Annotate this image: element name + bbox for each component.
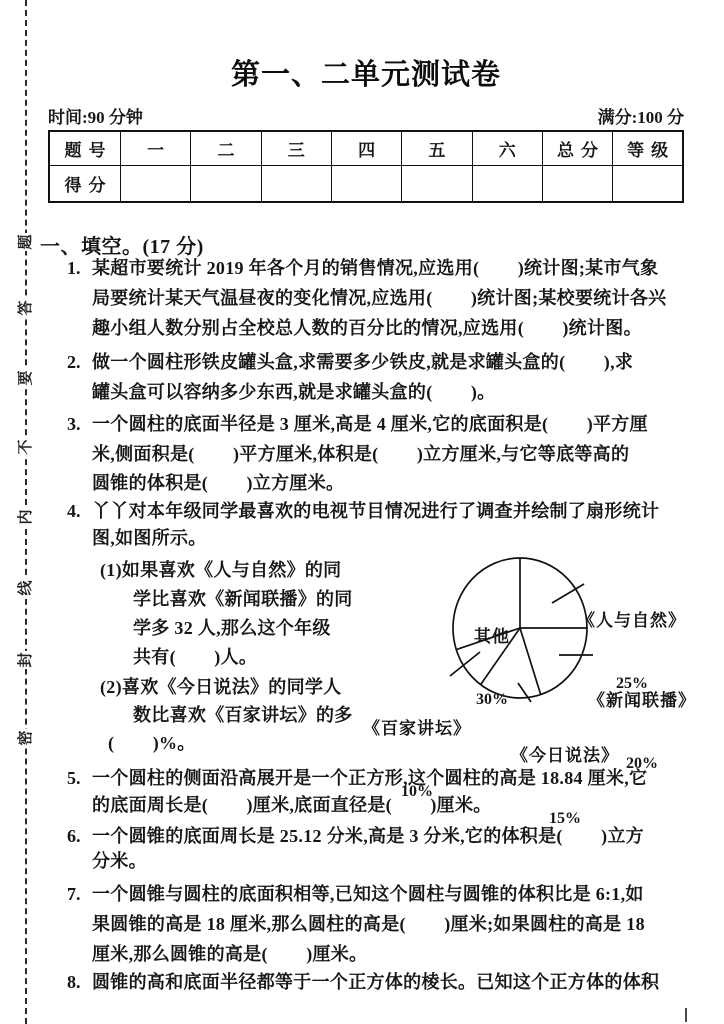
pie-label-xinwenlianbo-name: 《新闻联播》 bbox=[588, 691, 696, 710]
pie-label-renyuziran-pct: 25% bbox=[616, 675, 648, 692]
pie-label-baijiajiangtan bbox=[352, 676, 482, 844]
score-cell bbox=[613, 166, 683, 203]
col-grade: 等级 bbox=[613, 131, 683, 166]
q4-line: 丫丫对本年级同学最喜欢的电视节目情况进行了调查并绘制了扇形统计 bbox=[92, 501, 660, 521]
q1-line: 局要统计某天气温昼夜的变化情况,应选用( )统计图;某校要统计各兴 bbox=[92, 288, 667, 308]
q4-sub1-line: 学多 32 人,那么这个年级 bbox=[133, 618, 331, 638]
col-2: 二 bbox=[191, 131, 261, 166]
q1-line: 趣小组人数分别占全校总人数的百分比的情况,应选用( )统计图。 bbox=[92, 318, 642, 338]
pie-label-other-name: 其他 bbox=[474, 627, 510, 646]
q4-line: 图,如图所示。 bbox=[92, 528, 207, 548]
q4-sub2-line: ( )%。 bbox=[108, 733, 196, 753]
score-cell bbox=[542, 166, 612, 203]
col-1: 一 bbox=[121, 131, 191, 166]
score-table-header-row bbox=[49, 131, 683, 166]
col-6: 六 bbox=[472, 131, 542, 166]
q2-line: 做一个圆柱形铁皮罐头盒,求需要多少铁皮,就是求罐头盒的( ),求 bbox=[92, 352, 634, 372]
pie-label-renyuziran-name: 《人与自然》 bbox=[578, 611, 686, 630]
q4-sub1-line: 共有( )人。 bbox=[133, 647, 258, 667]
seal-char: 密 bbox=[18, 730, 34, 746]
q2-number: 2. bbox=[67, 352, 81, 372]
score-cell bbox=[331, 166, 401, 203]
q8-number: 8. bbox=[67, 972, 81, 992]
full-score-label: 满分:100 分 bbox=[597, 108, 684, 127]
seal-char: 线 bbox=[18, 580, 34, 596]
q7-line: 果圆锥的高是 18 厘米,那么圆柱的高是( )厘米;如果圆柱的高是 18 bbox=[92, 914, 645, 934]
page-title: 第一、二单元测试卷 bbox=[230, 59, 501, 91]
pie-label-jinrishuofa-pct: 15% bbox=[549, 810, 581, 827]
q5-line: 一个圆柱的侧面沿高展开是一个正方形,这个圆柱的高是 18.84 厘米,它 bbox=[92, 768, 648, 788]
q4-sub1-line: (1)如果喜欢《人与自然》的同 bbox=[100, 560, 342, 580]
score-cell bbox=[402, 166, 472, 203]
q7-line: 厘米,那么圆锥的高是( )厘米。 bbox=[92, 944, 368, 964]
q6-line: 一个圆锥的底面周长是 25.12 分米,高是 3 分米,它的体积是( )立方 bbox=[92, 826, 644, 846]
q3-number: 3. bbox=[67, 414, 81, 434]
col-5: 五 bbox=[402, 131, 472, 166]
score-cell bbox=[472, 166, 542, 203]
q6-line: 分米。 bbox=[92, 851, 147, 871]
q3-line: 圆锥的体积是( )立方厘米。 bbox=[92, 473, 345, 493]
pie-label-other-pct: 30% bbox=[476, 691, 508, 708]
q5-line: 的底面周长是( )厘米,底面直径是( )厘米。 bbox=[92, 795, 492, 815]
score-cell bbox=[191, 166, 261, 203]
q4-sub1-line: 学比喜欢《新闻联播》的同 bbox=[133, 589, 353, 609]
pie-label-baijiajiangtan-name: 《百家讲坛》 bbox=[363, 719, 471, 738]
pie-label-xinwenlianbo-pct: 20% bbox=[626, 755, 658, 772]
seal-char: 答 bbox=[18, 300, 34, 316]
seal-char: 内 bbox=[18, 509, 34, 525]
score-cell bbox=[261, 166, 331, 203]
seal-char: 题 bbox=[18, 234, 34, 250]
q4-sub2-line: 数比喜欢《百家讲坛》的多 bbox=[133, 705, 353, 725]
col-4: 四 bbox=[331, 131, 401, 166]
q2-line: 罐头盒可以容纳多少东西,就是求罐头盒的( )。 bbox=[92, 382, 496, 402]
q3-line: 一个圆柱的底面半径是 3 厘米,高是 4 厘米,它的底面积是( )平方厘 bbox=[92, 414, 648, 434]
q1-number: 1. bbox=[67, 258, 81, 278]
seal-char: 封 bbox=[18, 652, 34, 668]
q4-sub2-line: (2)喜欢《今日说法》的同学人 bbox=[100, 677, 342, 697]
section-1-heading: 一、填空。(17 分) bbox=[40, 236, 204, 258]
col-total: 总分 bbox=[542, 131, 612, 166]
q7-number: 7. bbox=[67, 884, 81, 904]
time-limit-label: 时间:90 分钟 bbox=[48, 108, 143, 127]
col-3: 三 bbox=[261, 131, 331, 166]
score-table-score-row bbox=[49, 166, 683, 203]
q6-number: 6. bbox=[67, 826, 81, 846]
print-tick-mark bbox=[685, 1008, 687, 1022]
pie-label-baijiajiangtan-pct: 10% bbox=[401, 783, 433, 800]
score-cell bbox=[121, 166, 191, 203]
q5-number: 5. bbox=[67, 768, 81, 788]
seal-char: 要 bbox=[18, 370, 34, 386]
q1-line: 某超市要统计 2019 年各个月的销售情况,应选用( )统计图;某市气象 bbox=[92, 258, 659, 278]
pie-label-jinrishuofa-name: 《今日说法》 bbox=[511, 746, 619, 765]
q3-line: 米,侧面积是( )平方厘米,体积是( )立方厘米,与它等底等高的 bbox=[92, 444, 630, 464]
col-question-number: 题号 bbox=[49, 131, 121, 166]
q4-number: 4. bbox=[67, 501, 81, 521]
q8-line: 圆锥的高和底面半径都等于一个正方体的棱长。已知这个正方体的体积 bbox=[92, 972, 660, 992]
score-row-label: 得分 bbox=[49, 166, 121, 203]
q7-line: 一个圆锥与圆柱的底面积相等,已知这个圆柱与圆锥的体积比是 6:1,如 bbox=[92, 884, 644, 904]
score-table bbox=[48, 130, 684, 203]
seal-char: 不 bbox=[18, 439, 34, 455]
